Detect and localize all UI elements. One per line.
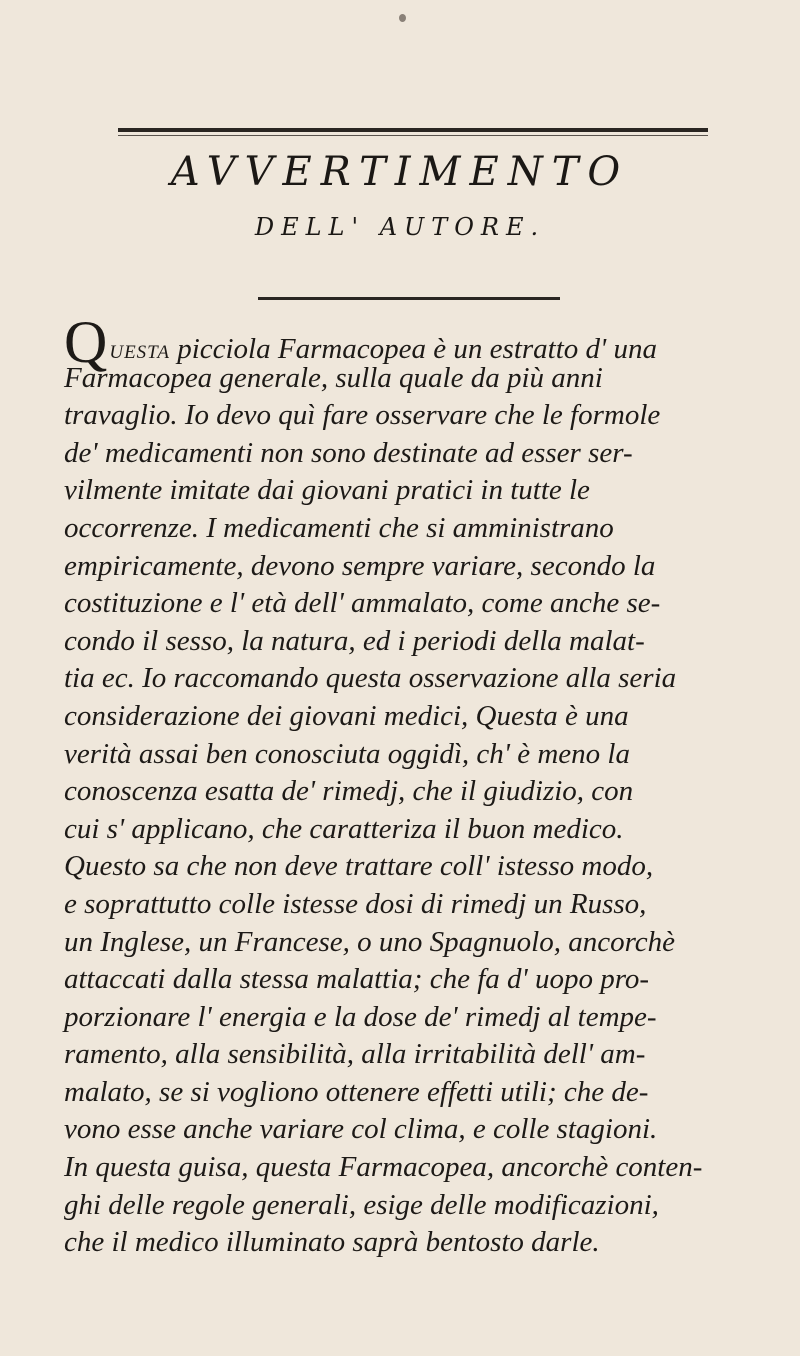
text-line: verità assai ben conosciuta oggidì, ch' è meno la: [64, 737, 630, 770]
body-paragraph: [64, 309, 744, 1262]
line-text: picciola Farmacopea è un estratto d' una: [169, 333, 657, 365]
text-line: vono esse anche variare col clima, e colle stagioni.: [64, 1113, 658, 1146]
text-line: conoscenza esatta de' rimedj, che il giudizio, con: [64, 775, 634, 808]
text-line: porzionare l' energia e la dose de' rimedj al tempe-: [64, 1000, 657, 1033]
text-line: empiricamente, devono sempre variare, secondo la: [64, 549, 656, 582]
text-line: cui s' applicano, che caratteriza il buon medico.: [64, 812, 624, 845]
text-line: un Inglese, un Francese, o uno Spagnuolo, ancorchè: [64, 925, 676, 958]
page-title: AVVERTIMENTO: [170, 149, 630, 195]
text-line: vilmente imitate dai giovani pratici in tutte le: [64, 474, 590, 507]
page-subtitle: DELL' AUTORE.: [254, 213, 546, 241]
text-line: ghi delle regole generali, esige delle modificazioni,: [64, 1188, 659, 1221]
header-rule-thick: [118, 128, 708, 132]
text-line: che il medico illuminato saprà bentosto darle.: [64, 1226, 600, 1259]
text-line: Questo sa che non deve trattare coll' istesso modo,: [64, 850, 654, 883]
text-line: considerazione dei giovani medici, Questa è una: [64, 699, 629, 732]
text-line: costituzione e l' età dell' ammalato, come anche se-: [64, 587, 661, 620]
section-divider: [258, 297, 560, 300]
text-line: de' medicamenti non sono destinate ad esser ser-: [64, 436, 633, 469]
text-line: condo il sesso, la natura, ed i periodi della malat-: [64, 624, 645, 657]
text-line: tia ec. Io raccomando questa osservazione alla seria: [64, 662, 677, 695]
header-rule-thin: [118, 135, 708, 136]
text-line: travaglio. Io devo quì fare osservare che le formole: [64, 399, 661, 432]
drop-cap: Q: [64, 309, 108, 375]
text-line: [64, 309, 744, 375]
text-line: malato, se si vogliono ottenere effetti utili; che de-: [64, 1075, 649, 1108]
text-line: occorrenze. I medicamenti che si amministrano: [64, 511, 614, 544]
text-line: ramento, alla sensibilità, alla irritabilità dell' am-: [64, 1038, 646, 1071]
text-line: e soprattutto colle istesse dosi di rimedj un Russo,: [64, 887, 647, 920]
lead-word: UESTA: [109, 342, 170, 363]
text-line: In questa guisa, questa Farmacopea, ancorchè conten-: [64, 1151, 703, 1184]
text-line: attaccati dalla stessa malattia; che fa d' uopo pro-: [64, 963, 650, 996]
text-line: Farmacopea generale, sulla quale da più anni: [64, 361, 603, 394]
ink-speck: [399, 14, 406, 22]
